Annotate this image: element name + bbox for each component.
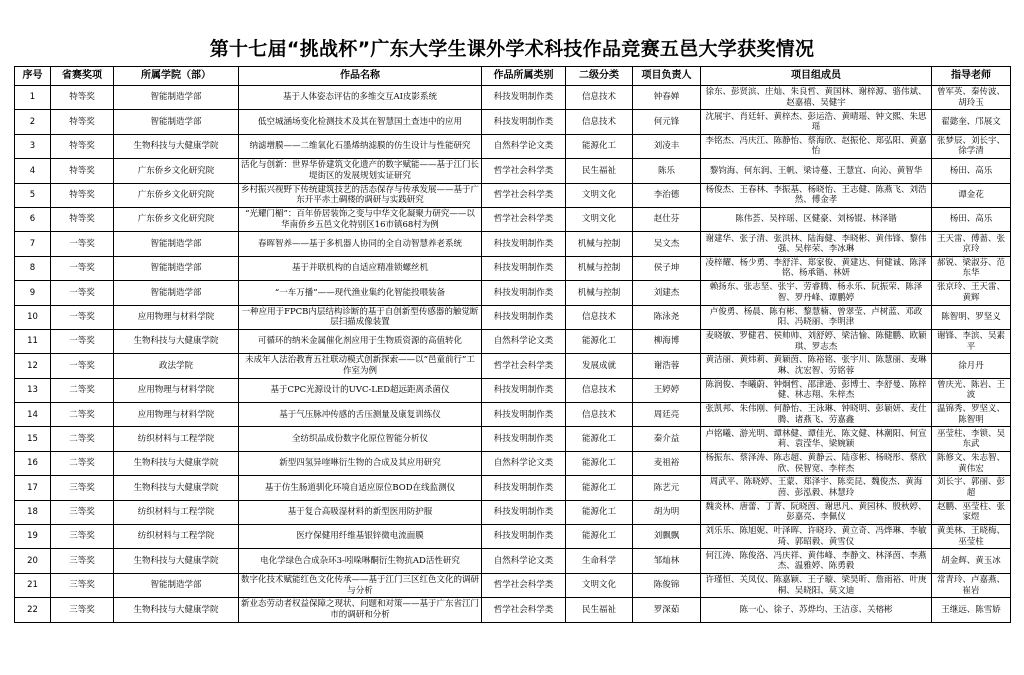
cell-index: 11: [15, 329, 51, 353]
cell-advisor: 郝锐、梁淑芬、范东华: [932, 256, 1011, 280]
cell-college: 纺织材料与工程学院: [114, 525, 239, 549]
table-row: [15, 329, 1011, 353]
cell-index: 2: [15, 110, 51, 134]
cell-award: 二等奖: [51, 378, 114, 402]
cell-advisor: 刘长宇、郭丽、彭超: [932, 476, 1011, 500]
cell-advisor: 翟懿奎、邝展文: [932, 110, 1011, 134]
table-row: [15, 354, 1011, 378]
cell-work-name: 基于人体姿态评估的多维交互AI皮影系统: [239, 86, 482, 110]
header-leader: 项目负责人: [633, 67, 701, 86]
header-advisor: 指导老师: [932, 67, 1011, 86]
cell-members: 张凯邦、朱伟刚、何静怡、王泳琳、钟晓明、彭颖妍、麦仕腾、诸燕飞、劳嘉鑫: [701, 403, 932, 427]
cell-work-name: 活化与创新：世界华侨建筑文化遗产的数字赋能——基于江门长堤街区的发展规划实证研究: [239, 159, 482, 183]
cell-award: 三等奖: [51, 598, 114, 622]
cell-index: 10: [15, 305, 51, 329]
cell-award: 特等奖: [51, 110, 114, 134]
cell-leader: 刘飘飘: [633, 525, 701, 549]
cell-work-name: 春晖智养——基于多机器人协同的全自动智慧养老系统: [239, 232, 482, 256]
cell-category: 科技发明制作类: [482, 427, 566, 451]
cell-subcategory: 生命科学: [566, 549, 633, 573]
cell-college: 政法学院: [114, 354, 239, 378]
header-index: 序号: [15, 67, 51, 86]
cell-category: 自然科学论文类: [482, 134, 566, 158]
cell-award: 特等奖: [51, 134, 114, 158]
cell-category: 哲学社会科学类: [482, 573, 566, 597]
cell-leader: 秦介益: [633, 427, 701, 451]
cell-work-name: 电化学绿色合成杂环3-吲哚啉酮衍生物抗AD活性研究: [239, 549, 482, 573]
page-title: 第十七届“挑战杯”广东大学生课外学术科技作品竞赛五邑大学获奖情况: [209, 38, 815, 60]
cell-leader: 钟春婵: [633, 86, 701, 110]
cell-advisor: 陈修文、朱志智、黄伟宏: [932, 451, 1011, 475]
header-award: 省赛奖项: [51, 67, 114, 86]
cell-members: 杨俊杰、王春林、李振基、杨晓怡、王志健、陈燕飞、刘浩然、傅金孝: [701, 183, 932, 207]
cell-advisor: 谭金花: [932, 183, 1011, 207]
table-row: [15, 378, 1011, 402]
cell-award: 三等奖: [51, 525, 114, 549]
cell-members: 魏炎林、唐蕾、丁菁、阮晓茵、谢思凡、黄园林、殷秋婷、彭嘉亮、李佩仪: [701, 500, 932, 524]
cell-college: 生物科技与大健康学院: [114, 134, 239, 158]
cell-category: 哲学社会科学类: [482, 159, 566, 183]
cell-subcategory: 民生福祉: [566, 159, 633, 183]
header-members: 项目组成员: [701, 67, 932, 86]
cell-subcategory: 机械与控制: [566, 281, 633, 305]
cell-index: 8: [15, 256, 51, 280]
cell-members: 卢俊勇、杨晨、陈有彬、黎慧楠、曾翠莹、卢树蓝、邓政阳、冯晓丽、李明津: [701, 305, 932, 329]
cell-award: 三等奖: [51, 476, 114, 500]
cell-category: 哲学社会科学类: [482, 354, 566, 378]
cell-work-name: 未成年人法治教育五社联动模式创新探索——以“邑童前行”工作室为例: [239, 354, 482, 378]
header-work-name: 作品名称: [239, 67, 482, 86]
cell-leader: 罗深茹: [633, 598, 701, 622]
table-row: [15, 573, 1011, 597]
cell-award: 三等奖: [51, 500, 114, 524]
cell-award: 特等奖: [51, 183, 114, 207]
cell-category: 哲学社会科学类: [482, 598, 566, 622]
cell-subcategory: 信息技术: [566, 110, 633, 134]
cell-members: 黎钧海、何东润、王帆、梁诗蔓、王慧宜、向沁、黄智华: [701, 159, 932, 183]
table-row: [15, 232, 1011, 256]
cell-award: 特等奖: [51, 159, 114, 183]
table-row: [15, 207, 1011, 231]
awards-table: [14, 66, 1011, 623]
cell-members: 谢建华、张子清、张洪林、陆海健、李晓彬、黄伟锋、黎伟强、吴梓荣、李冰琳: [701, 232, 932, 256]
cell-advisor: 谢锋、李滨、吴素平: [932, 329, 1011, 353]
cell-subcategory: 能源化工: [566, 476, 633, 500]
cell-college: 生物科技与大健康学院: [114, 451, 239, 475]
cell-leader: 王婷婷: [633, 378, 701, 402]
table-row: [15, 525, 1011, 549]
cell-award: 一等奖: [51, 256, 114, 280]
cell-index: 12: [15, 354, 51, 378]
cell-members: 凌梓耀、杨少勇、李舒洋、郑家俊、黄建达、何健诚、陈泽铭、杨承锴、林妍: [701, 256, 932, 280]
cell-subcategory: 能源化工: [566, 329, 633, 353]
cell-advisor: 黄美林、王晓梅、巫莹柱: [932, 525, 1011, 549]
cell-members: 何江涛、陈俊洛、冯庆祥、黄伟峰、李静文、林泽茵、李燕杰、温雅婷、陈勇毅: [701, 549, 932, 573]
cell-leader: 赵仕芬: [633, 207, 701, 231]
cell-members: 麦晓敏、罗健君、侯帅帅、刘舒婷、梁洁愉、陈健鹏、欧颖琪、罗志杰: [701, 329, 932, 353]
cell-members: 刘乐乐、陈旭妮、叶泽晖、许晓玲、黄立奇、冯烨琳、李敏琦、郭昭毅、黄雪仪: [701, 525, 932, 549]
cell-work-name: “光耀门楣”：百年侨居装饰之变与中华文化凝聚力研究——以华南侨乡五邑文化特别区16市镇68村为例: [239, 207, 482, 231]
cell-members: 卢铭曦、游光明、谭林健、谭佳光、陈文健、林潮阳、何宣莉、袁滢华、梁婉颖: [701, 427, 932, 451]
cell-index: 5: [15, 183, 51, 207]
cell-category: 科技发明制作类: [482, 232, 566, 256]
cell-advisor: 杨田、高乐: [932, 207, 1011, 231]
cell-index: 22: [15, 598, 51, 622]
header-college: 所属学院（部）: [114, 67, 239, 86]
cell-advisor: 王天雷、傅蔷、张京玲: [932, 232, 1011, 256]
cell-college: 生物科技与大健康学院: [114, 598, 239, 622]
cell-subcategory: 能源化工: [566, 134, 633, 158]
cell-college: 智能制造学部: [114, 281, 239, 305]
cell-work-name: 基于并联机构的自适应精准锁螺丝机: [239, 256, 482, 280]
cell-index: 9: [15, 281, 51, 305]
cell-leader: 陈泳尧: [633, 305, 701, 329]
cell-work-name: 基于仿生肠道驯化环境自适应原位BOD在线监测仪: [239, 476, 482, 500]
cell-subcategory: 信息技术: [566, 403, 633, 427]
cell-members: 陈润俊、李曦蔚、钟炯哲、邵津逊、彭博士、李舒曼、陈梓健、林志翔、朱梓杰: [701, 378, 932, 402]
cell-award: 一等奖: [51, 329, 114, 353]
cell-work-name: 乡村振兴视野下传统建筑技艺的活态保存与传承发展——基于广东开平赤土碉楼的调研与实践研究: [239, 183, 482, 207]
cell-category: 自然科学论文类: [482, 549, 566, 573]
cell-college: 纺织材料与工程学院: [114, 427, 239, 451]
cell-advisor: 曾庆光、陈岩、王波: [932, 378, 1011, 402]
cell-members: 李铭杰、冯庆江、陈静怡、蔡海欣、赵振伦、郑弘阳、黄嘉怡: [701, 134, 932, 158]
cell-subcategory: 文明文化: [566, 183, 633, 207]
table-row: [15, 134, 1011, 158]
cell-leader: 何元锋: [633, 110, 701, 134]
cell-award: 特等奖: [51, 86, 114, 110]
cell-index: 20: [15, 549, 51, 573]
cell-leader: 柳海博: [633, 329, 701, 353]
cell-college: 智能制造学部: [114, 86, 239, 110]
cell-subcategory: 能源化工: [566, 451, 633, 475]
cell-work-name: 医疗保健用纤维基银锌微电流面膜: [239, 525, 482, 549]
cell-award: 二等奖: [51, 427, 114, 451]
table-row: [15, 305, 1011, 329]
cell-leader: 麦祖裕: [633, 451, 701, 475]
cell-index: 17: [15, 476, 51, 500]
cell-members: 沈展宇、肖廷轩、黄梓杰、彭运浩、黄晴瑶、钟文熙、朱思瑶: [701, 110, 932, 134]
table-row: [15, 183, 1011, 207]
cell-subcategory: 文明文化: [566, 573, 633, 597]
cell-work-name: 低空城涵场变化检测技术及其在智慧国土查违中的应用: [239, 110, 482, 134]
cell-advisor: 常青玲、卢嘉燕、崔岩: [932, 573, 1011, 597]
cell-award: 三等奖: [51, 549, 114, 573]
table-row: [15, 281, 1011, 305]
cell-category: 科技发明制作类: [482, 256, 566, 280]
cell-category: 科技发明制作类: [482, 378, 566, 402]
cell-category: 哲学社会科学类: [482, 183, 566, 207]
cell-work-name: 基于复合高吸湿材料的新型医用防护服: [239, 500, 482, 524]
cell-category: 自然科学论文类: [482, 329, 566, 353]
table-row: [15, 403, 1011, 427]
cell-college: 智能制造学部: [114, 232, 239, 256]
header-row: [15, 67, 1011, 86]
cell-index: 18: [15, 500, 51, 524]
cell-college: 应用物理与材料学院: [114, 403, 239, 427]
cell-award: 一等奖: [51, 232, 114, 256]
cell-leader: 刘建杰: [633, 281, 701, 305]
cell-members: 徐东、彭贤滨、庄灿、朱良哲、黄国林、谢梓源、骆伟斌、赵嘉禧、吴健宇: [701, 86, 932, 110]
cell-advisor: 张梦辰、刘长宇、徐学清: [932, 134, 1011, 158]
cell-subcategory: 文明文化: [566, 207, 633, 231]
cell-college: 应用物理与材料学院: [114, 378, 239, 402]
cell-college: 智能制造学部: [114, 573, 239, 597]
cell-work-name: 新型四氢异喹啉衍生物的合成及其应用研究: [239, 451, 482, 475]
cell-advisor: 胡金辉、黄玉冰: [932, 549, 1011, 573]
cell-index: 3: [15, 134, 51, 158]
cell-advisor: 杨田、高乐: [932, 159, 1011, 183]
cell-leader: 刘凌丰: [633, 134, 701, 158]
cell-members: 陈伟荟、吴梓瑶、区健豪、刘杨锟、林泽锴: [701, 207, 932, 231]
cell-award: 一等奖: [51, 281, 114, 305]
cell-leader: 侯子坤: [633, 256, 701, 280]
cell-work-name: 纳滤增膜——二维氧化石墨烯纳滤膜的仿生设计与性能研究: [239, 134, 482, 158]
cell-advisor: 曾军英、秦传波、胡玲玉: [932, 86, 1011, 110]
table-row: [15, 427, 1011, 451]
table-row: [15, 110, 1011, 134]
cell-members: 杨振东、蔡泽涛、陈志超、黄静云、陆彦彬、杨晓彤、蔡欣欣、侯智宽、李梓杰: [701, 451, 932, 475]
cell-work-name: 基于CPC光源设计的UVC-LED超远距离杀菌仪: [239, 378, 482, 402]
cell-college: 生物科技与大健康学院: [114, 329, 239, 353]
cell-index: 19: [15, 525, 51, 549]
cell-category: 科技发明制作类: [482, 403, 566, 427]
table-row: [15, 256, 1011, 280]
cell-advisor: 徐月丹: [932, 354, 1011, 378]
cell-subcategory: 能源化工: [566, 500, 633, 524]
cell-award: 二等奖: [51, 451, 114, 475]
cell-college: 广东侨乡文化研究院: [114, 207, 239, 231]
cell-advisor: 赵鹏、巫莹柱、张家煜: [932, 500, 1011, 524]
header-category: 作品所属类别: [482, 67, 566, 86]
cell-leader: 李治德: [633, 183, 701, 207]
table-row: [15, 549, 1011, 573]
cell-members: 陈一心、徐子、苏烨均、王洁彦、关榕彬: [701, 598, 932, 622]
cell-subcategory: 能源化工: [566, 525, 633, 549]
cell-subcategory: 能源化工: [566, 427, 633, 451]
cell-category: 自然科学论文类: [482, 451, 566, 475]
cell-index: 1: [15, 86, 51, 110]
cell-category: 科技发明制作类: [482, 500, 566, 524]
cell-advisor: 巫莹柱、李锁、吴东武: [932, 427, 1011, 451]
cell-subcategory: 机械与控制: [566, 232, 633, 256]
cell-members: 黄洁丽、黄炜莉、黄颖茵、陈裕铭、张宇川、陈慧丽、麦琳琳、沈宏智、劳铭蓉: [701, 354, 932, 378]
cell-college: 生物科技与大健康学院: [114, 549, 239, 573]
cell-category: 科技发明制作类: [482, 305, 566, 329]
cell-members: 赖扬东、张志坚、张宇、劳睿腾、杨永乐、阮振荣、陈泽智、罗丹峰、谭鹏婷: [701, 281, 932, 305]
cell-leader: 谢浩蓉: [633, 354, 701, 378]
cell-category: 科技发明制作类: [482, 86, 566, 110]
cell-index: 6: [15, 207, 51, 231]
cell-category: 科技发明制作类: [482, 110, 566, 134]
cell-category: 科技发明制作类: [482, 281, 566, 305]
cell-index: 15: [15, 427, 51, 451]
cell-work-name: 基于气压脉冲传感的舌压测量及康复训练仪: [239, 403, 482, 427]
cell-subcategory: 信息技术: [566, 378, 633, 402]
cell-college: 智能制造学部: [114, 110, 239, 134]
table-row: [15, 476, 1011, 500]
cell-leader: 胡为明: [633, 500, 701, 524]
cell-leader: 周廷亮: [633, 403, 701, 427]
cell-index: 21: [15, 573, 51, 597]
cell-category: 哲学社会科学类: [482, 207, 566, 231]
cell-index: 16: [15, 451, 51, 475]
cell-members: 许瑾恒、关凤仪、陈嘉颖、王子璇、梁昊昕、詹雨裕、叶庚桐、吴晓阳、莫文迪: [701, 573, 932, 597]
cell-leader: 陈艺元: [633, 476, 701, 500]
table-row: [15, 86, 1011, 110]
cell-subcategory: 信息技术: [566, 305, 633, 329]
cell-award: 一等奖: [51, 354, 114, 378]
cell-award: 特等奖: [51, 207, 114, 231]
cell-category: 科技发明制作类: [482, 476, 566, 500]
cell-leader: 吴文杰: [633, 232, 701, 256]
table-row: [15, 159, 1011, 183]
cell-category: 科技发明制作类: [482, 525, 566, 549]
cell-work-name: 可循环的纳米金属催化剂应用于生物质资源的高值转化: [239, 329, 482, 353]
cell-college: 智能制造学部: [114, 256, 239, 280]
cell-college: 应用物理与材料学院: [114, 305, 239, 329]
cell-subcategory: 信息技术: [566, 86, 633, 110]
cell-award: 三等奖: [51, 573, 114, 597]
cell-index: 13: [15, 378, 51, 402]
cell-advisor: 温锦秀、罗坚义、陈智明: [932, 403, 1011, 427]
table-row: [15, 598, 1011, 622]
cell-advisor: 王继远、陈雪娇: [932, 598, 1011, 622]
cell-leader: 邹灿林: [633, 549, 701, 573]
cell-award: 一等奖: [51, 305, 114, 329]
cell-leader: 陈乐: [633, 159, 701, 183]
cell-work-name: 数字化技术赋能红色文化传承——基于江门三区红色文化的调研与分析: [239, 573, 482, 597]
cell-subcategory: 民生福祉: [566, 598, 633, 622]
cell-award: 二等奖: [51, 403, 114, 427]
table-row: [15, 451, 1011, 475]
header-subcategory: 二级分类: [566, 67, 633, 86]
cell-work-name: 新业态劳动者权益保障之现状、问题和对策——基于广东省江门市的调研和分析: [239, 598, 482, 622]
cell-advisor: 张京玲、王天雷、黄辉: [932, 281, 1011, 305]
cell-college: 生物科技与大健康学院: [114, 476, 239, 500]
cell-index: 4: [15, 159, 51, 183]
cell-subcategory: 发展成就: [566, 354, 633, 378]
cell-work-name: 一种应用于FPCB内层结构诊断的基于自创新型传感器的触觉断层扫描成像装置: [239, 305, 482, 329]
cell-subcategory: 机械与控制: [566, 256, 633, 280]
cell-index: 14: [15, 403, 51, 427]
cell-members: 周武平、陈晓婷、王蒙、郑泽宇、陈奕昆、魏俊杰、黄海茵、彭泓毅、林慧玲: [701, 476, 932, 500]
cell-leader: 陈俊锦: [633, 573, 701, 597]
cell-college: 广东侨乡文化研究院: [114, 183, 239, 207]
cell-index: 7: [15, 232, 51, 256]
cell-advisor: 陈智明、罗坚义: [932, 305, 1011, 329]
cell-work-name: 全纺织品成份数字化原位智能分析仪: [239, 427, 482, 451]
cell-college: 纺织材料与工程学院: [114, 500, 239, 524]
cell-college: 广东侨乡文化研究院: [114, 159, 239, 183]
cell-work-name: “一车万播”——现代渔业集约化智能投喂装备: [239, 281, 482, 305]
table-row: [15, 500, 1011, 524]
